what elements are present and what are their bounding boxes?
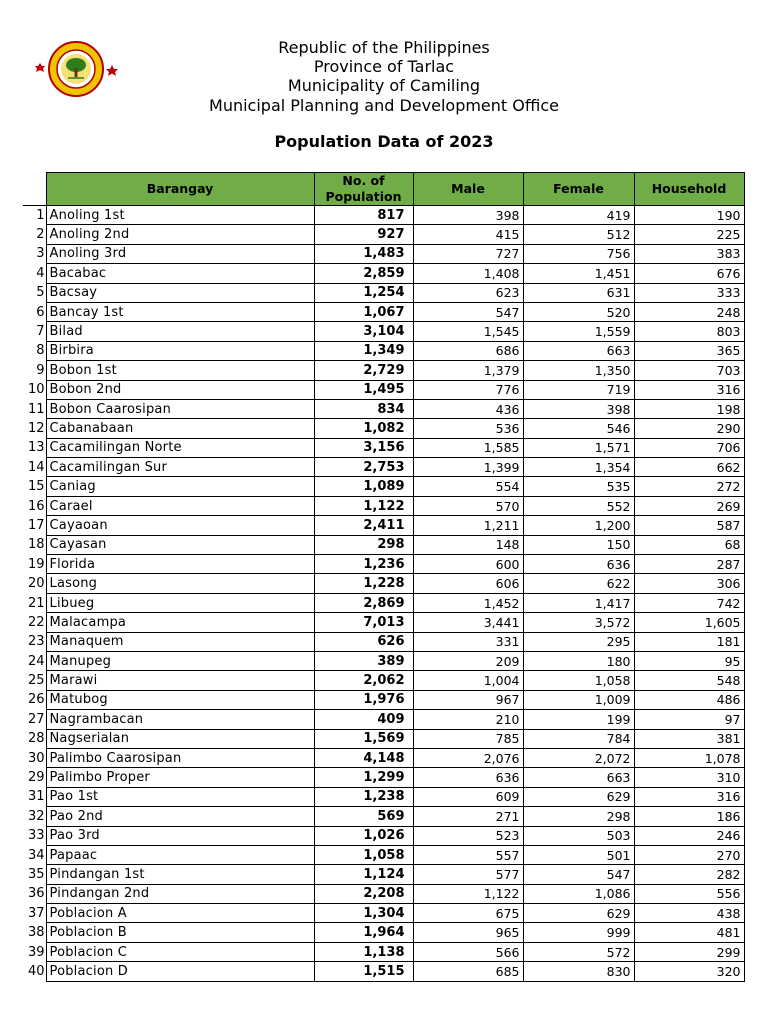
cell-barangay: Anoling 2nd [46,225,314,244]
cell-population: 1,299 [314,768,413,787]
cell-male: 776 [413,380,523,399]
cell-household: 198 [634,399,744,418]
cell-population: 1,483 [314,244,413,263]
cell-male: 398 [413,206,523,225]
cell-household: 316 [634,787,744,806]
cell-population: 4,148 [314,748,413,767]
cell-barangay: Palimbo Proper [46,768,314,787]
page-title: Population Data of 2023 [274,132,494,151]
cell-no: 25 [23,671,46,690]
cell-barangay: Marawi [46,671,314,690]
cell-barangay: Palimbo Caarosipan [46,748,314,767]
cell-female: 1,350 [523,361,634,380]
cell-barangay: Carael [46,496,314,515]
cell-male: 1,122 [413,884,523,903]
cell-male: 965 [413,923,523,942]
cell-household: 1,605 [634,613,744,632]
cell-household: 270 [634,845,744,864]
cell-no: 28 [23,729,46,748]
cell-female: 756 [523,244,634,263]
table-row [23,632,744,651]
cell-household: 742 [634,593,744,612]
table-row [23,555,744,574]
table-row [23,748,744,767]
table-row [23,787,744,806]
cell-no: 22 [23,613,46,632]
cell-population: 2,208 [314,884,413,903]
cell-female: 419 [523,206,634,225]
cell-no: 38 [23,923,46,942]
cell-no: 39 [23,942,46,961]
cell-barangay: Nagrambacan [46,710,314,729]
cell-household: 290 [634,419,744,438]
cell-household: 383 [634,244,744,263]
cell-no: 13 [23,438,46,457]
cell-no: 7 [23,322,46,341]
cell-female: 547 [523,865,634,884]
table-row [23,923,744,942]
cell-no: 31 [23,787,46,806]
cell-no: 34 [23,845,46,864]
cell-no: 9 [23,361,46,380]
table-row [23,593,744,612]
cell-household: 486 [634,690,744,709]
cell-population: 834 [314,399,413,418]
cell-no: 1 [23,206,46,225]
cell-barangay: Bancay 1st [46,302,314,321]
population-table [23,172,745,982]
cell-no: 12 [23,419,46,438]
cell-population: 298 [314,535,413,554]
cell-household: 95 [634,651,744,670]
cell-population: 1,089 [314,477,413,496]
cell-population: 1,964 [314,923,413,942]
table-row [23,826,744,845]
cell-male: 1,379 [413,361,523,380]
table-row [23,419,744,438]
cell-no: 35 [23,865,46,884]
population-header [314,173,413,206]
cell-male: 3,441 [413,613,523,632]
cell-population: 927 [314,225,413,244]
cell-female: 199 [523,710,634,729]
cell-no: 14 [23,458,46,477]
cell-female: 520 [523,302,634,321]
cell-no: 10 [23,380,46,399]
cell-household: 248 [634,302,744,321]
cell-population: 3,104 [314,322,413,341]
cell-male: 685 [413,962,523,981]
cell-female: 622 [523,574,634,593]
cell-population: 1,236 [314,555,413,574]
cell-no: 33 [23,826,46,845]
cell-male: 271 [413,807,523,826]
cell-no: 24 [23,651,46,670]
table-row [23,322,744,341]
cell-barangay: Anoling 3rd [46,244,314,263]
cell-barangay: Birbira [46,341,314,360]
cell-household: 269 [634,496,744,515]
cell-barangay: Nagserialan [46,729,314,748]
cell-population: 1,082 [314,419,413,438]
cell-no: 6 [23,302,46,321]
cell-barangay: Cabanabaan [46,419,314,438]
cell-barangay: Poblacion D [46,962,314,981]
cell-male: 1,408 [413,264,523,283]
male-header: Male [413,173,523,206]
cell-barangay: Poblacion A [46,904,314,923]
cell-female: 2,072 [523,748,634,767]
cell-no: 8 [23,341,46,360]
cell-male: 554 [413,477,523,496]
cell-population: 1,067 [314,302,413,321]
cell-population: 1,238 [314,787,413,806]
cell-household: 282 [634,865,744,884]
cell-household: 676 [634,264,744,283]
cell-population: 3,156 [314,438,413,457]
table-header-row [23,173,744,206]
cell-barangay: Bobon Caarosipan [46,399,314,418]
cell-female: 552 [523,496,634,515]
cell-female: 546 [523,419,634,438]
barangay-header: Barangay [46,173,314,206]
cell-male: 1,585 [413,438,523,457]
cell-male: 148 [413,535,523,554]
cell-household: 365 [634,341,744,360]
cell-male: 331 [413,632,523,651]
cell-household: 556 [634,884,744,903]
cell-population: 817 [314,206,413,225]
cell-male: 577 [413,865,523,884]
cell-female: 572 [523,942,634,961]
cell-male: 967 [413,690,523,709]
cell-no: 20 [23,574,46,593]
cell-barangay: Libueg [46,593,314,612]
cell-household: 548 [634,671,744,690]
table-row [23,690,744,709]
cell-household: 310 [634,768,744,787]
cell-male: 623 [413,283,523,302]
cell-male: 210 [413,710,523,729]
cell-barangay: Cacamilingan Sur [46,458,314,477]
cell-female: 180 [523,651,634,670]
cell-female: 295 [523,632,634,651]
table-row [23,768,744,787]
cell-female: 150 [523,535,634,554]
cell-male: 600 [413,555,523,574]
cell-female: 629 [523,904,634,923]
cell-male: 209 [413,651,523,670]
cell-female: 1,200 [523,516,634,535]
cell-household: 1,078 [634,748,744,767]
cell-female: 3,572 [523,613,634,632]
cell-no: 15 [23,477,46,496]
table-row [23,341,744,360]
cell-no: 30 [23,748,46,767]
cell-barangay: Papaac [46,845,314,864]
cell-population: 1,569 [314,729,413,748]
table-row [23,729,744,748]
cell-population: 1,304 [314,904,413,923]
table-row [23,942,744,961]
cell-population: 1,976 [314,690,413,709]
cell-male: 2,076 [413,748,523,767]
cell-male: 675 [413,904,523,923]
header-municipality: Municipality of Camiling [287,76,481,95]
cell-female: 1,417 [523,593,634,612]
table-row [23,438,744,457]
cell-female: 298 [523,807,634,826]
header-province: Province of Tarlac [313,57,455,76]
table-row [23,361,744,380]
table-row [23,962,744,981]
cell-population: 569 [314,807,413,826]
cell-female: 501 [523,845,634,864]
cell-female: 830 [523,962,634,981]
population-header-line1: No. of [342,173,385,188]
cell-female: 1,058 [523,671,634,690]
cell-household: 299 [634,942,744,961]
cell-male: 415 [413,225,523,244]
cell-female: 631 [523,283,634,302]
cell-household: 186 [634,807,744,826]
cell-population: 1,026 [314,826,413,845]
female-header: Female [523,173,634,206]
cell-no: 26 [23,690,46,709]
cell-population: 389 [314,651,413,670]
cell-no: 4 [23,264,46,283]
cell-female: 636 [523,555,634,574]
cell-household: 587 [634,516,744,535]
cell-barangay: Pao 2nd [46,807,314,826]
cell-barangay: Bobon 2nd [46,380,314,399]
cell-barangay: Manupeg [46,651,314,670]
household-header: Household [634,173,744,206]
table-row [23,264,744,283]
cell-female: 1,571 [523,438,634,457]
cell-no: 19 [23,555,46,574]
cell-no: 18 [23,535,46,554]
cell-no: 16 [23,496,46,515]
cell-barangay: Pindangan 1st [46,865,314,884]
table-row [23,884,744,903]
cell-female: 398 [523,399,634,418]
cell-population: 409 [314,710,413,729]
cell-household: 333 [634,283,744,302]
cell-population: 1,138 [314,942,413,961]
cell-barangay: Lasong [46,574,314,593]
cell-male: 547 [413,302,523,321]
cell-household: 481 [634,923,744,942]
cell-barangay: Pindangan 2nd [46,884,314,903]
cell-population: 2,859 [314,264,413,283]
cell-female: 1,354 [523,458,634,477]
cell-population: 1,495 [314,380,413,399]
table-row [23,206,744,225]
cell-population: 2,729 [314,361,413,380]
cell-household: 320 [634,962,744,981]
cell-male: 1,399 [413,458,523,477]
cell-barangay: Bacabac [46,264,314,283]
cell-barangay: Bobon 1st [46,361,314,380]
cell-no: 23 [23,632,46,651]
cell-household: 306 [634,574,744,593]
cell-barangay: Poblacion B [46,923,314,942]
cell-male: 436 [413,399,523,418]
cell-barangay: Bacsay [46,283,314,302]
header-republic: Republic of the Philippines [278,38,490,57]
cell-female: 1,451 [523,264,634,283]
cell-male: 1,211 [413,516,523,535]
cell-barangay: Malacampa [46,613,314,632]
cell-population: 1,228 [314,574,413,593]
cell-no: 40 [23,962,46,981]
table-row [23,865,744,884]
cell-no: 5 [23,283,46,302]
cell-household: 190 [634,206,744,225]
cell-household: 181 [634,632,744,651]
cell-population: 626 [314,632,413,651]
table-row [23,535,744,554]
cell-male: 727 [413,244,523,263]
cell-population: 2,869 [314,593,413,612]
cell-population: 2,411 [314,516,413,535]
cell-population: 1,058 [314,845,413,864]
row-number-header [23,173,46,206]
header-office: Municipal Planning and Development Office [209,96,559,115]
table-row [23,283,744,302]
cell-no: 17 [23,516,46,535]
cell-female: 999 [523,923,634,942]
cell-household: 246 [634,826,744,845]
table-row [23,904,744,923]
table-row [23,671,744,690]
cell-household: 272 [634,477,744,496]
cell-no: 36 [23,884,46,903]
table-row [23,399,744,418]
cell-barangay: Cayaoan [46,516,314,535]
cell-female: 719 [523,380,634,399]
cell-male: 566 [413,942,523,961]
cell-household: 225 [634,225,744,244]
cell-female: 1,009 [523,690,634,709]
cell-household: 381 [634,729,744,748]
cell-female: 512 [523,225,634,244]
cell-household: 706 [634,438,744,457]
table-row [23,496,744,515]
cell-female: 535 [523,477,634,496]
cell-no: 27 [23,710,46,729]
cell-male: 609 [413,787,523,806]
cell-population: 1,349 [314,341,413,360]
cell-household: 287 [634,555,744,574]
cell-barangay: Matubog [46,690,314,709]
cell-male: 606 [413,574,523,593]
table-row [23,710,744,729]
table-row [23,302,744,321]
cell-population: 2,062 [314,671,413,690]
cell-population: 1,124 [314,865,413,884]
cell-barangay: Cacamilingan Norte [46,438,314,457]
table-row [23,477,744,496]
cell-barangay: Poblacion C [46,942,314,961]
cell-household: 68 [634,535,744,554]
cell-no: 3 [23,244,46,263]
table-row [23,225,744,244]
cell-barangay: Bilad [46,322,314,341]
cell-no: 37 [23,904,46,923]
cell-female: 663 [523,341,634,360]
cell-female: 784 [523,729,634,748]
cell-no: 29 [23,768,46,787]
cell-male: 557 [413,845,523,864]
table-row [23,845,744,864]
cell-female: 629 [523,787,634,806]
cell-barangay: Anoling 1st [46,206,314,225]
cell-female: 1,086 [523,884,634,903]
cell-population: 1,254 [314,283,413,302]
cell-male: 523 [413,826,523,845]
cell-population: 2,753 [314,458,413,477]
cell-male: 686 [413,341,523,360]
population-header-line2: Population [325,189,402,204]
table-row [23,516,744,535]
cell-population: 7,013 [314,613,413,632]
cell-population: 1,515 [314,962,413,981]
cell-no: 11 [23,399,46,418]
cell-no: 32 [23,807,46,826]
cell-male: 636 [413,768,523,787]
table-row [23,651,744,670]
cell-male: 536 [413,419,523,438]
table-row [23,574,744,593]
cell-barangay: Pao 3rd [46,826,314,845]
table-row [23,807,744,826]
table-row [23,613,744,632]
cell-household: 662 [634,458,744,477]
cell-no: 21 [23,593,46,612]
cell-barangay: Cayasan [46,535,314,554]
cell-female: 503 [523,826,634,845]
cell-male: 570 [413,496,523,515]
cell-household: 97 [634,710,744,729]
cell-household: 316 [634,380,744,399]
cell-barangay: Manaquem [46,632,314,651]
cell-household: 438 [634,904,744,923]
cell-male: 785 [413,729,523,748]
cell-household: 803 [634,322,744,341]
cell-male: 1,452 [413,593,523,612]
cell-barangay: Florida [46,555,314,574]
cell-male: 1,004 [413,671,523,690]
cell-no: 2 [23,225,46,244]
table-row [23,244,744,263]
cell-barangay: Pao 1st [46,787,314,806]
cell-female: 1,559 [523,322,634,341]
cell-barangay: Caniag [46,477,314,496]
cell-household: 703 [634,361,744,380]
cell-population: 1,122 [314,496,413,515]
cell-male: 1,545 [413,322,523,341]
cell-female: 663 [523,768,634,787]
table-row [23,380,744,399]
table-row [23,458,744,477]
